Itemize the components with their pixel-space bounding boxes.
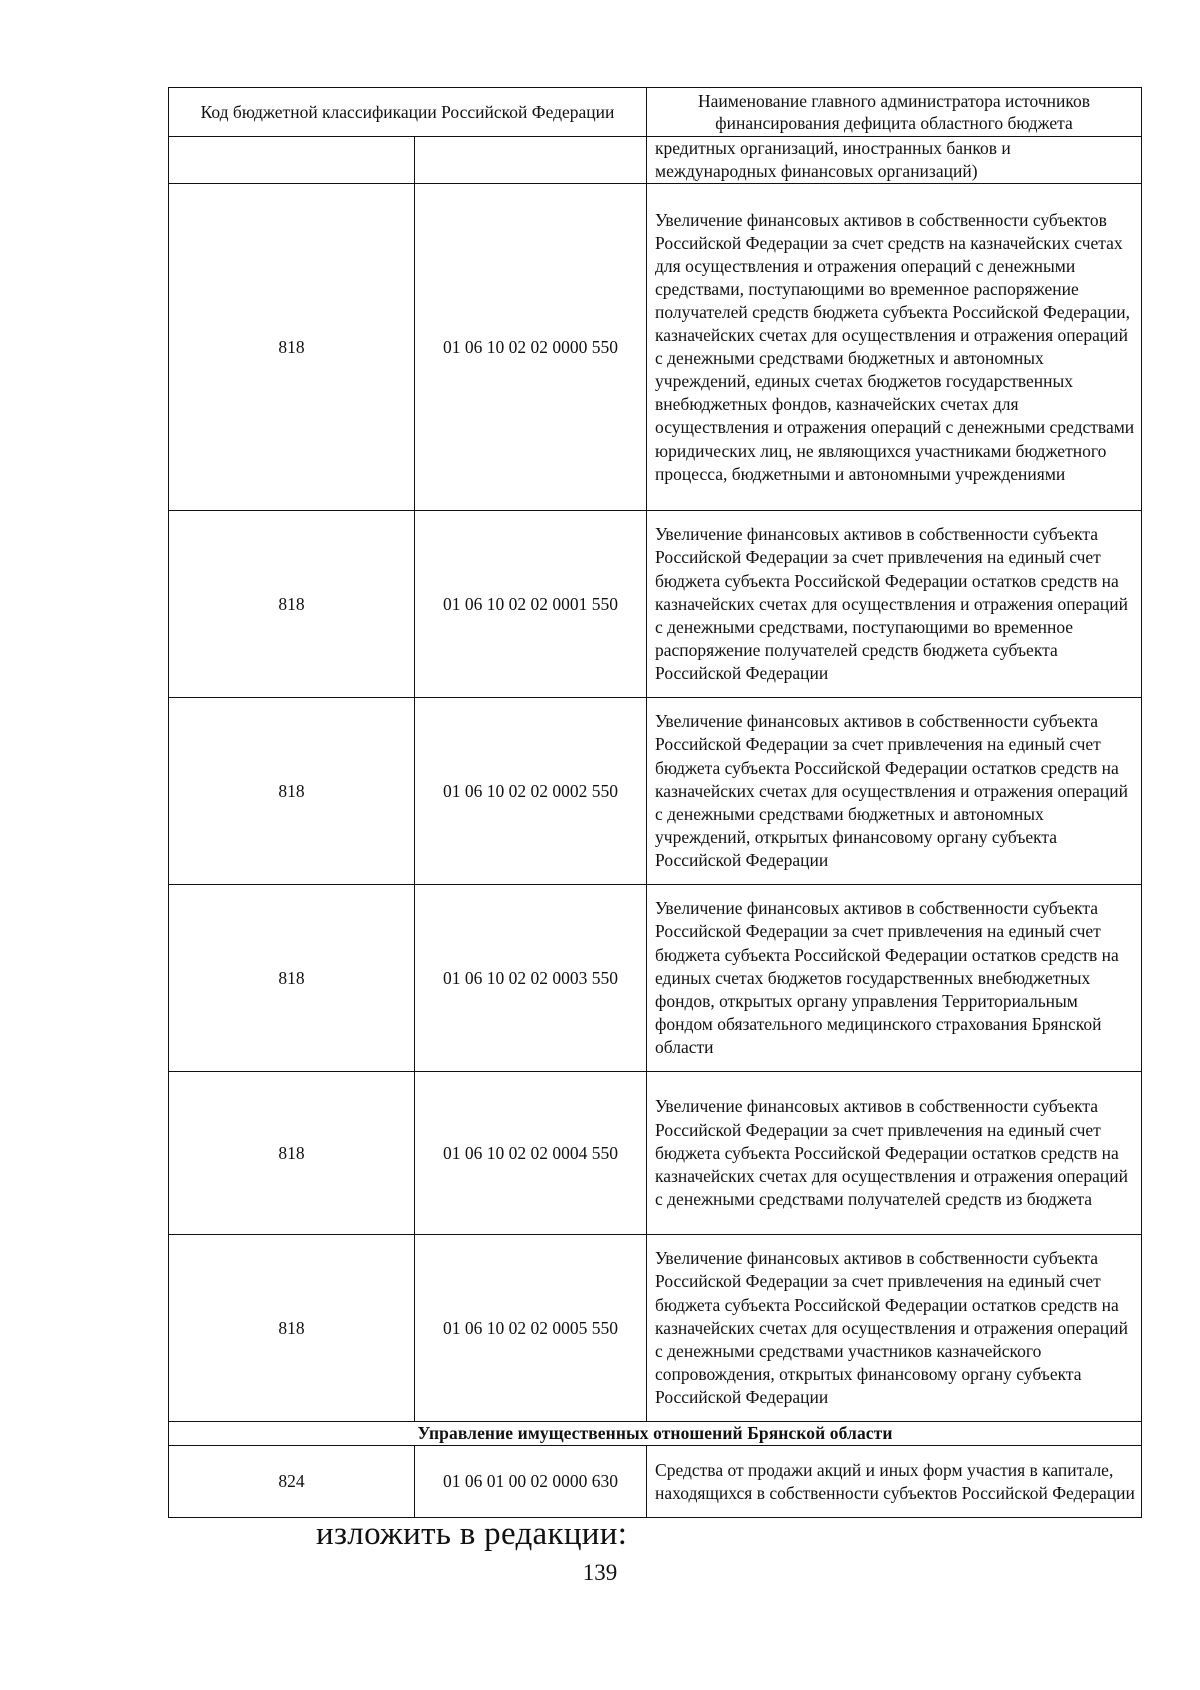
table-row xyxy=(169,698,1142,885)
cell-budget-code: 01 06 10 02 02 0005 550 xyxy=(415,1235,647,1422)
cell-budget-code: 01 06 10 02 02 0002 550 xyxy=(415,698,647,885)
cell-admin-code: 818 xyxy=(169,1235,415,1422)
cell-description: Увеличение финансовых активов в собственности субъекта Российской Федерации за счет привлечения на единый счет бюджета субъекта Российской Федерации остатков средств на казначейских счетах для осуществления и отражения операций с денежными средствами бюджетных и автономных учреждений, открытых финансовому органу субъекта Российской Федерации xyxy=(647,698,1142,885)
table-row xyxy=(169,511,1142,698)
cell-budget-code: 01 06 10 02 02 0004 550 xyxy=(415,1072,647,1235)
cell-admin-code: 824 xyxy=(169,1446,415,1518)
cell-budget-code: 01 06 10 02 02 0003 550 xyxy=(415,885,647,1072)
table-row xyxy=(169,184,1142,511)
cell-admin-code: 818 xyxy=(169,698,415,885)
cell-admin-code: 818 xyxy=(169,511,415,698)
budget-classification-table xyxy=(168,87,1142,1518)
cell-budget-code xyxy=(415,137,647,184)
cell-admin-code: 818 xyxy=(169,885,415,1072)
cell-description: Средства от продажи акций и иных форм участия в капитале, находящихся в собственности субъектов Российской Федерации xyxy=(647,1446,1142,1518)
table-header-row xyxy=(169,88,1142,137)
table-row xyxy=(169,885,1142,1072)
cell-description: Увеличение финансовых активов в собственности субъекта Российской Федерации за счет привлечения на единый счет бюджета субъекта Российской Федерации остатков средств на единых счетах бюджетов государственных внебюджетных фондов, открытых органу управления Территориальным фондом обязательного медицинского страхования Брянской области xyxy=(647,885,1142,1072)
cell-description: Увеличение финансовых активов в собственности субъекта Российской Федерации за счет привлечения на единый счет бюджета субъекта Российской Федерации остатков средств на казначейских счетах для осуществления и отражения операций с денежными средствами получателей средств из бюджета xyxy=(647,1072,1142,1235)
cell-admin-code xyxy=(169,137,415,184)
section-heading: Управление имущественных отношений Брянской области xyxy=(169,1422,1142,1446)
table-row xyxy=(169,1235,1142,1422)
cell-description: Увеличение финансовых активов в собственности субъекта Российской Федерации за счет привлечения на единый счет бюджета субъекта Российской Федерации остатков средств на казначейских счетах для осуществления и отражения операций с денежными средствами, поступающими во временное распоряжение получателей средств бюджета субъекта Российской Федерации xyxy=(647,511,1142,698)
table-row xyxy=(169,1446,1142,1518)
header-code-group: Код бюджетной классификации Российской Федерации xyxy=(169,88,647,137)
cell-description: кредитных организаций, иностранных банков и международных финансовых организаций) xyxy=(647,137,1142,184)
trailing-instruction: изложить в редакции: xyxy=(316,1516,628,1552)
cell-budget-code: 01 06 10 02 02 0001 550 xyxy=(415,511,647,698)
cell-budget-code: 01 06 10 02 02 0000 550 xyxy=(415,184,647,511)
page-number: 139 xyxy=(582,1560,618,1585)
cell-budget-code: 01 06 01 00 02 0000 630 xyxy=(415,1446,647,1518)
cell-description: Увеличение финансовых активов в собственности субъекта Российской Федерации за счет привлечения на единый счет бюджета субъекта Российской Федерации остатков средств на казначейских счетах для осуществления и отражения операций с денежными средствами участников казначейского сопровождения, открытых финансовому органу субъекта Российской Федерации xyxy=(647,1235,1142,1422)
table-row xyxy=(169,1072,1142,1235)
cell-admin-code: 818 xyxy=(169,184,415,511)
table-row-continuation xyxy=(169,137,1142,184)
table-section-row xyxy=(169,1422,1142,1446)
header-admin-name: Наименование главного администратора источников финансирования дефицита областного бюджета xyxy=(647,88,1142,137)
cell-admin-code: 818 xyxy=(169,1072,415,1235)
cell-description: Увеличение финансовых активов в собственности субъектов Российской Федерации за счет средств на казначейских счетах для осуществления и отражения операций с денежными средствами, поступающими во временное распоряжение получателей средств бюджета субъекта Российской Федерации, казначейских счетах для осуществления и отражения операций с денежными средствами бюджетных и автономных учреждений, единых счетах бюджетов государственных внебюджетных фондов, казначейских счетах для осуществления и отражения операций с денежными средствами юридических лиц, не являющихся участниками бюджетного процесса, бюджетными и автономными учреждениями xyxy=(647,184,1142,511)
